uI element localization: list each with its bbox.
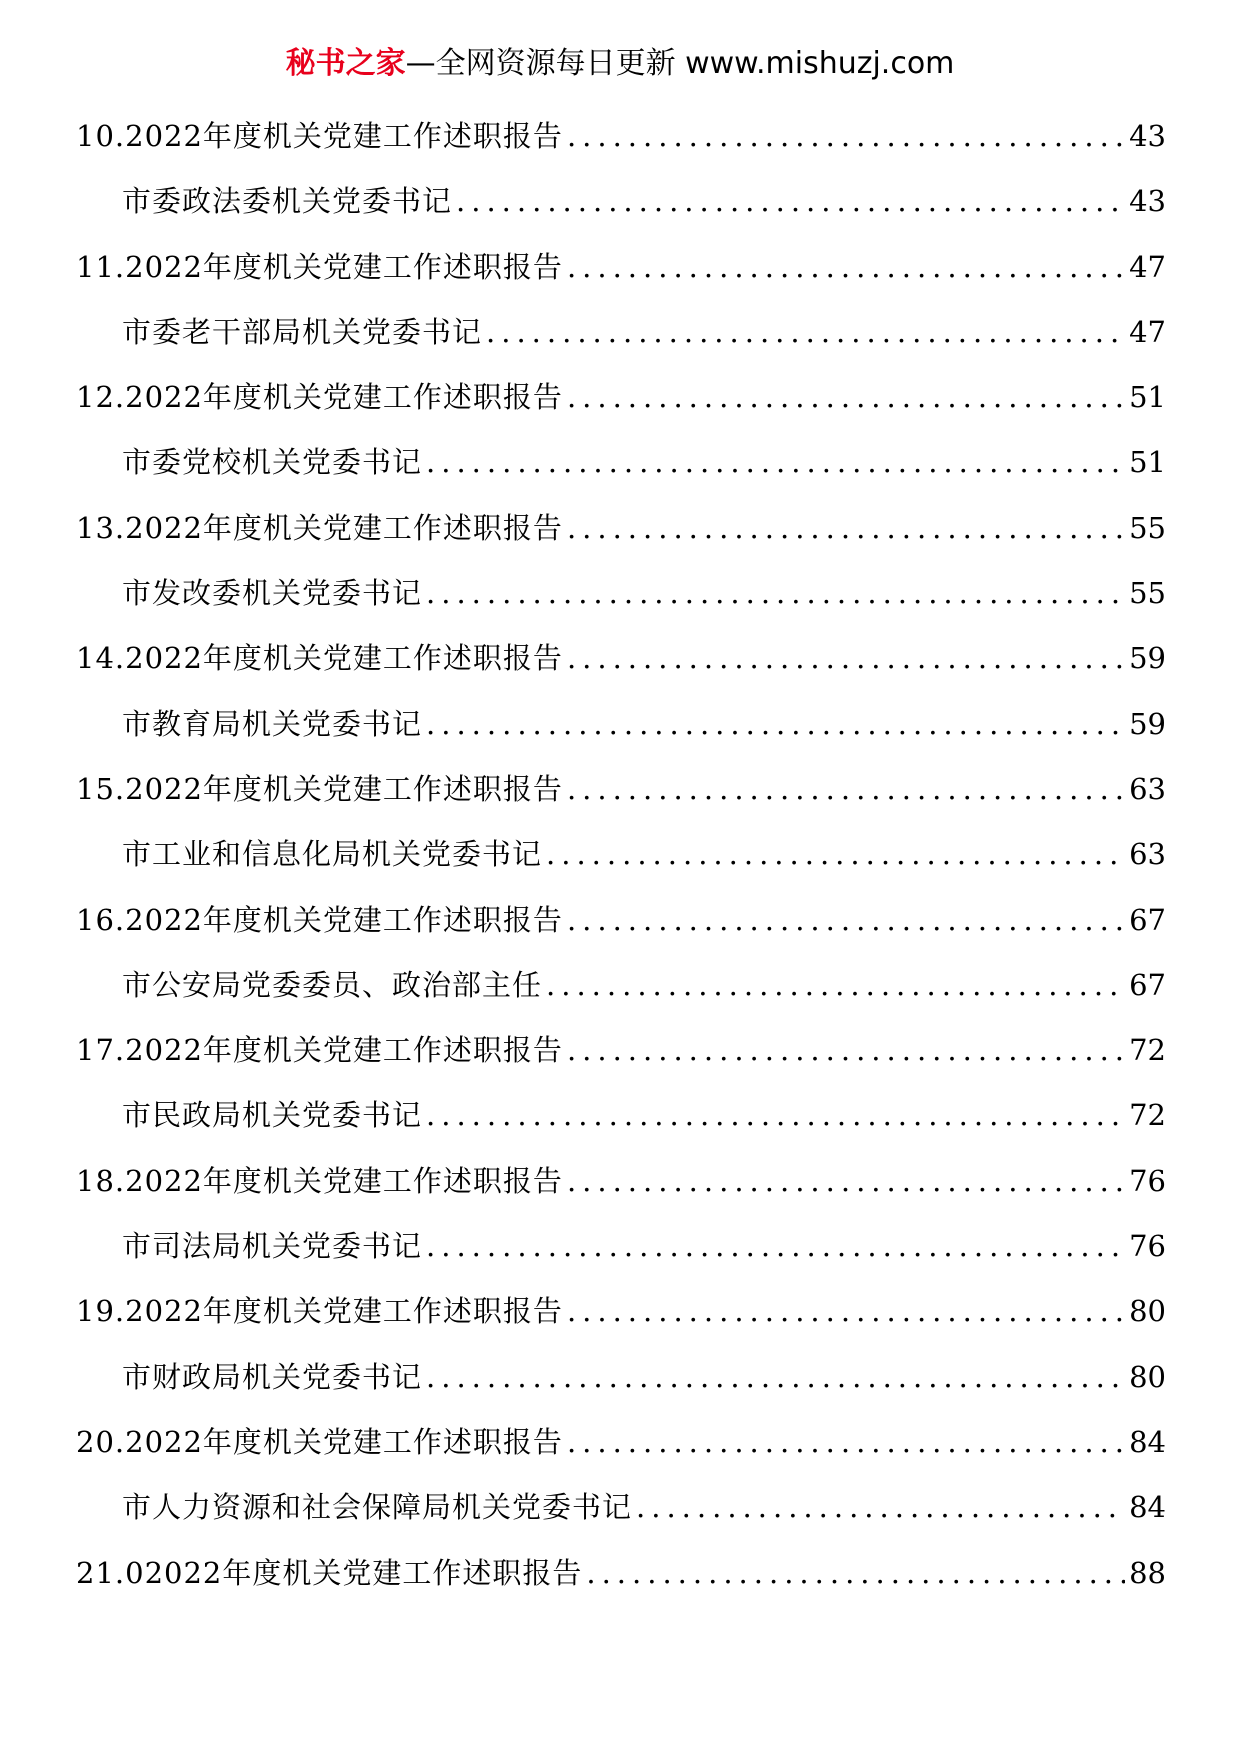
toc-subentry-title: 市发改委机关党委书记 [122, 576, 423, 611]
toc-subentry-title: 市委政法委机关党委书记 [122, 184, 453, 219]
toc-entry[interactable] [76, 888, 1166, 953]
toc-page-number: 80 [1129, 1294, 1166, 1329]
toc-entry[interactable] [76, 235, 1166, 300]
toc-subentry[interactable] [76, 692, 1166, 757]
toc-entry-title: 12.2022年度机关党建工作述职报告 [76, 380, 563, 415]
toc-entry[interactable] [76, 496, 1166, 561]
toc-subentry[interactable] [76, 300, 1166, 365]
toc-dot-leader [567, 104, 1125, 169]
toc-subentry[interactable] [76, 561, 1166, 626]
toc-dot-leader [567, 1149, 1125, 1214]
page-header [0, 44, 1240, 84]
toc-subentry-title: 市公安局党委委员、政治部主任 [122, 967, 543, 1002]
toc-subentry-title: 市工业和信息化局机关党委书记 [122, 837, 543, 872]
toc-entry[interactable] [76, 757, 1166, 822]
toc-dot-leader [586, 1541, 1125, 1606]
site-brand[interactable]: 秘书之家 [285, 46, 406, 81]
toc-page-number: 80 [1129, 1359, 1166, 1394]
toc-dot-leader [567, 757, 1125, 822]
toc-page-number: 47 [1129, 314, 1166, 349]
toc-page-number: 72 [1129, 1033, 1166, 1068]
toc-entry-title: 16.2022年度机关党建工作述职报告 [76, 902, 563, 937]
toc-page-number: 67 [1129, 902, 1166, 937]
toc-page-number: 51 [1129, 380, 1166, 415]
toc-dot-leader [426, 430, 1125, 495]
toc-dot-leader [567, 1279, 1125, 1344]
toc-page-number: 67 [1129, 967, 1166, 1002]
toc-entry[interactable] [76, 1018, 1166, 1083]
toc-dot-leader [486, 300, 1125, 365]
toc-entry[interactable] [76, 104, 1166, 169]
toc-dot-leader [426, 1345, 1125, 1410]
toc-subentry-title: 市司法局机关党委书记 [122, 1229, 423, 1264]
toc-dot-leader [567, 888, 1125, 953]
toc-subentry-title: 市人力资源和社会保障局机关党委书记 [122, 1490, 633, 1525]
toc-entry[interactable] [76, 626, 1166, 691]
toc-subentry[interactable] [76, 169, 1166, 234]
toc-entry-title: 19.2022年度机关党建工作述职报告 [76, 1294, 563, 1329]
toc-subentry[interactable] [76, 1083, 1166, 1148]
toc-dot-leader [546, 822, 1125, 887]
toc-dot-leader [567, 235, 1125, 300]
toc-page-number: 55 [1129, 576, 1166, 611]
toc-entry-title: 15.2022年度机关党建工作述职报告 [76, 771, 563, 806]
toc-subentry-title: 市委老干部局机关党委书记 [122, 314, 483, 349]
toc-page-number: 59 [1129, 641, 1166, 676]
toc-page-number: 55 [1129, 510, 1166, 545]
toc-entry-title: 11.2022年度机关党建工作述职报告 [76, 249, 563, 284]
toc-entry[interactable] [76, 1541, 1166, 1606]
toc-subentry[interactable] [76, 1345, 1166, 1410]
toc-entry-title: 13.2022年度机关党建工作述职报告 [76, 510, 563, 545]
toc-subentry[interactable] [76, 1475, 1166, 1540]
toc-dot-leader [456, 169, 1125, 234]
toc-dot-leader [636, 1475, 1125, 1540]
toc-entry-title: 20.2022年度机关党建工作述职报告 [76, 1424, 563, 1459]
toc-dot-leader [426, 692, 1125, 757]
toc-page-number: 43 [1129, 184, 1166, 219]
toc-dot-leader [546, 953, 1125, 1018]
toc-page-number: 88 [1129, 1555, 1166, 1590]
toc-page-number: 63 [1129, 837, 1166, 872]
toc-entry-title: 21.02022年度机关党建工作述职报告 [76, 1555, 583, 1590]
toc-subentry-title: 市财政局机关党委书记 [122, 1359, 423, 1394]
toc-page-number: 72 [1129, 1098, 1166, 1133]
toc-dot-leader [426, 1214, 1125, 1279]
toc-dot-leader [567, 626, 1125, 691]
toc-entry[interactable] [76, 1149, 1166, 1214]
toc-dot-leader [426, 561, 1125, 626]
toc-subentry[interactable] [76, 953, 1166, 1018]
toc-page-number: 43 [1129, 119, 1166, 153]
toc-subentry[interactable] [76, 430, 1166, 495]
toc-subentry-title: 市民政局机关党委书记 [122, 1098, 423, 1133]
toc-dot-leader [567, 365, 1125, 430]
toc-dot-leader [567, 496, 1125, 561]
table-of-contents [76, 104, 1166, 1606]
toc-page-number: 84 [1129, 1424, 1166, 1459]
toc-page-number: 76 [1129, 1229, 1166, 1264]
toc-page-number: 51 [1129, 445, 1166, 480]
toc-page-number: 47 [1129, 249, 1166, 284]
toc-subentry[interactable] [76, 1214, 1166, 1279]
toc-entry[interactable] [76, 1279, 1166, 1344]
toc-page-number: 59 [1129, 706, 1166, 741]
toc-dot-leader [567, 1410, 1125, 1475]
toc-subentry-title: 市教育局机关党委书记 [122, 706, 423, 741]
toc-dot-leader [567, 1018, 1125, 1083]
toc-subentry-title: 市委党校机关党委书记 [122, 445, 423, 480]
toc-page-number: 76 [1129, 1163, 1166, 1198]
toc-entry-title: 18.2022年度机关党建工作述职报告 [76, 1163, 563, 1198]
toc-entry[interactable] [76, 365, 1166, 430]
toc-subentry[interactable] [76, 822, 1166, 887]
toc-entry-title: 17.2022年度机关党建工作述职报告 [76, 1033, 563, 1068]
toc-page-number: 84 [1129, 1490, 1166, 1525]
toc-page-number: 63 [1129, 771, 1166, 806]
toc-entry-title: 14.2022年度机关党建工作述职报告 [76, 641, 563, 676]
site-tagline: —全网资源每日更新 www.mishuzj.com [405, 46, 955, 81]
toc-dot-leader [426, 1083, 1125, 1148]
toc-entry[interactable] [76, 1410, 1166, 1475]
toc-entry-title: 10.2022年度机关党建工作述职报告 [76, 119, 563, 153]
